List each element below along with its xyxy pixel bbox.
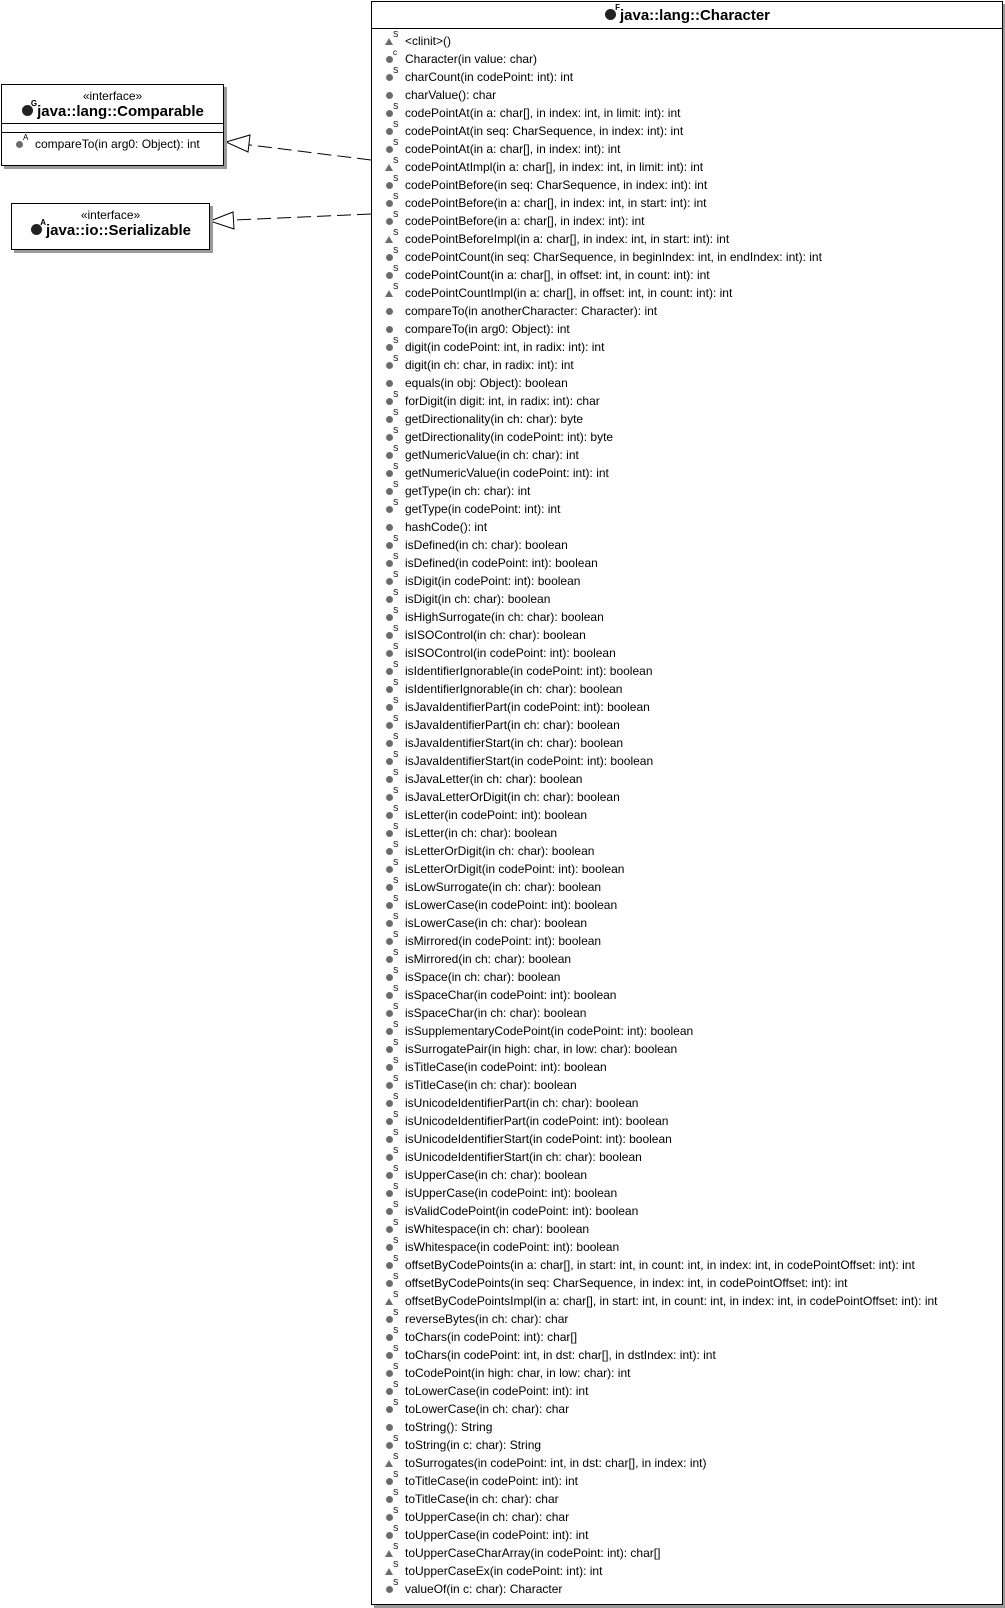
method-signature: isDefined(in ch: char): boolean xyxy=(405,538,568,552)
serializable-interface-box[interactable] xyxy=(11,203,210,250)
method-signature: reverseBytes(in ch: char): char xyxy=(405,1312,569,1326)
method-signature: isIdentifierIgnorable(in ch: char): boolean xyxy=(405,682,623,696)
method-icon xyxy=(385,1422,395,1432)
static-package-method-icon: S xyxy=(385,36,395,46)
method-signature: isJavaIdentifierPart(in codePoint: int): boolean xyxy=(405,700,650,714)
static-method-icon: S xyxy=(385,828,395,838)
method-row[interactable] xyxy=(372,986,1002,1004)
method-signature: isIdentifierIgnorable(in codePoint: int): boolean xyxy=(405,664,653,678)
method-row[interactable] xyxy=(372,1166,1002,1184)
method-row[interactable] xyxy=(372,248,1002,266)
static-method-icon: S xyxy=(385,1080,395,1090)
method-row[interactable] xyxy=(372,1436,1002,1454)
method-row[interactable] xyxy=(372,1004,1002,1022)
method-signature: isWhitespace(in codePoint: int): boolean xyxy=(405,1240,620,1254)
static-method-icon: S xyxy=(385,504,395,514)
method-signature: offsetByCodePoints(in a: char[], in start: int, in count: int, in index: int, in codePointOffset: int): int xyxy=(405,1258,915,1272)
method-row[interactable] xyxy=(372,860,1002,878)
static-package-method-icon: S xyxy=(385,1296,395,1306)
method-icon xyxy=(385,90,395,100)
method-signature: offsetByCodePointsImpl(in a: char[], in start: int, in count: int, in index: int, in codePointOffset: int): int xyxy=(405,1294,938,1308)
static-method-icon: S xyxy=(385,1134,395,1144)
method-row[interactable] xyxy=(372,950,1002,968)
comparable-attributes-compartment xyxy=(2,123,223,132)
method-row[interactable] xyxy=(372,374,1002,392)
method-signature: codePointAt(in a: char[], in index: int): int xyxy=(405,142,621,156)
method-signature: getDirectionality(in ch: char): byte xyxy=(405,412,584,426)
method-row[interactable] xyxy=(372,1040,1002,1058)
character-methods-compartment xyxy=(372,28,1002,1598)
method-signature: toSurrogates(in codePoint: int, in dst: char[], in index: int) xyxy=(405,1456,707,1470)
comparable-name: java::lang::Comparable xyxy=(37,103,204,120)
static-method-icon: S xyxy=(385,1206,395,1216)
method-signature: forDigit(in digit: int, in radix: int): char xyxy=(405,394,600,408)
method-row[interactable] xyxy=(372,536,1002,554)
static-method-icon: S xyxy=(385,990,395,1000)
method-signature: isTitleCase(in ch: char): boolean xyxy=(405,1078,577,1092)
method-signature: isJavaIdentifierPart(in ch: char): boolean xyxy=(405,718,620,732)
method-row[interactable] xyxy=(372,464,1002,482)
method-signature: codePointAtImpl(in a: char[], in index: int, in limit: int): int xyxy=(405,160,704,174)
method-signature: toString(in c: char): String xyxy=(405,1438,542,1452)
method-signature: codePointCountImpl(in a: char[], in offset: int, in count: int): int xyxy=(405,286,733,300)
method-signature: getType(in ch: char): int xyxy=(405,484,531,498)
static-package-method-icon: S xyxy=(385,162,395,172)
method-row[interactable] xyxy=(2,135,223,153)
method-row[interactable] xyxy=(372,158,1002,176)
static-method-icon: S xyxy=(385,630,395,640)
static-method-icon: S xyxy=(385,72,395,82)
method-signature: isSpaceChar(in codePoint: int): boolean xyxy=(405,988,617,1002)
method-row[interactable] xyxy=(372,1562,1002,1580)
static-method-icon: S xyxy=(385,432,395,442)
static-method-icon: S xyxy=(385,810,395,820)
method-row[interactable] xyxy=(372,770,1002,788)
method-row[interactable] xyxy=(372,824,1002,842)
method-row[interactable] xyxy=(372,662,1002,680)
abstract-method-icon: A xyxy=(15,139,25,149)
comparable-stereotype: «interface» xyxy=(82,89,143,103)
method-row[interactable] xyxy=(372,1382,1002,1400)
method-row[interactable] xyxy=(372,446,1002,464)
method-row[interactable] xyxy=(372,1292,1002,1310)
method-row[interactable] xyxy=(372,1022,1002,1040)
method-row[interactable] xyxy=(372,554,1002,572)
serializable-stereotype: «interface» xyxy=(80,208,141,222)
static-method-icon: S xyxy=(385,702,395,712)
static-method-icon: S xyxy=(385,1116,395,1126)
static-package-method-icon: S xyxy=(385,1458,395,1468)
method-signature: isWhitespace(in ch: char): boolean xyxy=(405,1222,590,1236)
method-signature: toUpperCaseEx(in codePoint: int): int xyxy=(405,1564,603,1578)
method-signature: isValidCodePoint(in codePoint: int): boolean xyxy=(405,1204,639,1218)
method-row[interactable] xyxy=(372,1076,1002,1094)
method-row[interactable] xyxy=(372,716,1002,734)
static-method-icon: S xyxy=(385,774,395,784)
method-row[interactable] xyxy=(372,1238,1002,1256)
method-row[interactable] xyxy=(372,1310,1002,1328)
method-signature: compareTo(in anotherCharacter: Character): int xyxy=(405,304,658,318)
method-signature: isUnicodeIdentifierPart(in ch: char): boolean xyxy=(405,1096,639,1110)
method-signature: isUpperCase(in codePoint: int): boolean xyxy=(405,1186,618,1200)
method-row[interactable] xyxy=(372,1130,1002,1148)
static-method-icon: S xyxy=(385,594,395,604)
method-row[interactable] xyxy=(372,284,1002,302)
static-method-icon: S xyxy=(385,1026,395,1036)
method-signature: isLowerCase(in ch: char): boolean xyxy=(405,916,588,930)
static-method-icon: S xyxy=(385,864,395,874)
method-row[interactable] xyxy=(372,266,1002,284)
serializable-header xyxy=(12,208,209,242)
method-signature: isDigit(in ch: char): boolean xyxy=(405,592,551,606)
method-signature: isLetterOrDigit(in codePoint: int): boolean xyxy=(405,862,625,876)
static-method-icon: S xyxy=(385,1044,395,1054)
interface-icon: A xyxy=(30,223,43,236)
constructor-icon: c xyxy=(385,54,395,64)
comparable-interface-box[interactable] xyxy=(1,84,224,166)
method-signature: offsetByCodePoints(in seq: CharSequence, in index: int, in codePointOffset: int): int xyxy=(405,1276,848,1290)
method-signature: digit(in ch: char, in radix: int): int xyxy=(405,358,574,372)
method-signature: hashCode(): int xyxy=(405,520,488,534)
method-row[interactable] xyxy=(372,1580,1002,1598)
method-signature: toUpperCase(in codePoint: int): int xyxy=(405,1528,589,1542)
static-method-icon: S xyxy=(385,648,395,658)
realization-line-serializable xyxy=(210,214,371,221)
method-signature: codePointCount(in a: char[], in offset: int, in count: int): int xyxy=(405,268,710,282)
method-signature: compareTo(in arg0: Object): int xyxy=(35,137,200,151)
method-signature: Character(in value: char) xyxy=(405,52,538,66)
method-row[interactable] xyxy=(372,1364,1002,1382)
method-signature: codePointBefore(in seq: CharSequence, in index: int): int xyxy=(405,178,708,192)
static-method-icon: S xyxy=(385,666,395,676)
method-row[interactable] xyxy=(372,1418,1002,1436)
method-row[interactable] xyxy=(372,428,1002,446)
method-row[interactable] xyxy=(372,176,1002,194)
method-signature: isHighSurrogate(in ch: char): boolean xyxy=(405,610,604,624)
comparable-methods-compartment xyxy=(2,132,223,153)
method-signature: isLetter(in ch: char): boolean xyxy=(405,826,558,840)
static-method-icon: S xyxy=(385,1386,395,1396)
method-signature: getNumericValue(in codePoint: int): int xyxy=(405,466,609,480)
method-row[interactable] xyxy=(372,752,1002,770)
static-method-icon: S xyxy=(385,1008,395,1018)
method-signature: charCount(in codePoint: int): int xyxy=(405,70,574,84)
static-method-icon: S xyxy=(385,126,395,136)
static-method-icon: S xyxy=(385,1188,395,1198)
method-signature: toTitleCase(in codePoint: int): int xyxy=(405,1474,578,1488)
interface-icon: G xyxy=(21,104,34,117)
method-signature: isLetterOrDigit(in ch: char): boolean xyxy=(405,844,595,858)
static-method-icon: S xyxy=(385,1278,395,1288)
method-row[interactable] xyxy=(372,1202,1002,1220)
static-method-icon: S xyxy=(385,270,395,280)
method-row[interactable] xyxy=(372,968,1002,986)
static-method-icon: S xyxy=(385,450,395,460)
method-row[interactable] xyxy=(372,698,1002,716)
method-signature: isUnicodeIdentifierPart(in codePoint: int): boolean xyxy=(405,1114,669,1128)
method-signature: isUnicodeIdentifierStart(in ch: char): boolean xyxy=(405,1150,642,1164)
static-method-icon: S xyxy=(385,900,395,910)
static-method-icon: S xyxy=(385,1404,395,1414)
method-signature: toChars(in codePoint: int, in dst: char[], in dstIndex: int): int xyxy=(405,1348,716,1362)
method-row[interactable] xyxy=(372,338,1002,356)
method-signature: isJavaLetterOrDigit(in ch: char): boolean xyxy=(405,790,620,804)
method-signature: isDigit(in codePoint: int): boolean xyxy=(405,574,581,588)
static-method-icon: S xyxy=(385,1512,395,1522)
method-row[interactable] xyxy=(372,68,1002,86)
method-row[interactable] xyxy=(372,680,1002,698)
method-row[interactable] xyxy=(372,392,1002,410)
method-signature: codePointCount(in seq: CharSequence, in beginIndex: int, in endIndex: int): int xyxy=(405,250,822,264)
static-method-icon: S xyxy=(385,756,395,766)
static-package-method-icon: S xyxy=(385,1566,395,1576)
static-method-icon: S xyxy=(385,1314,395,1324)
method-signature: toUpperCaseCharArray(in codePoint: int): char[] xyxy=(405,1546,661,1560)
method-row[interactable] xyxy=(372,122,1002,140)
method-icon xyxy=(385,522,395,532)
static-method-icon: S xyxy=(385,1170,395,1180)
character-class-box[interactable] xyxy=(371,1,1003,1605)
static-method-icon: S xyxy=(385,738,395,748)
method-signature: getType(in codePoint: int): int xyxy=(405,502,561,516)
static-method-icon: S xyxy=(385,936,395,946)
method-row[interactable] xyxy=(372,734,1002,752)
method-row[interactable] xyxy=(372,230,1002,248)
method-row[interactable] xyxy=(372,482,1002,500)
static-method-icon: S xyxy=(385,576,395,586)
method-row[interactable] xyxy=(372,1508,1002,1526)
method-row[interactable] xyxy=(372,320,1002,338)
static-method-icon: S xyxy=(385,792,395,802)
method-signature: toCodePoint(in high: char, in low: char): int xyxy=(405,1366,631,1380)
method-row[interactable] xyxy=(372,1472,1002,1490)
static-method-icon: S xyxy=(385,342,395,352)
method-signature: isSpace(in ch: char): boolean xyxy=(405,970,561,984)
static-method-icon: S xyxy=(385,1584,395,1594)
method-signature: isSupplementaryCodePoint(in codePoint: int): boolean xyxy=(405,1024,694,1038)
method-row[interactable] xyxy=(372,32,1002,50)
method-row[interactable] xyxy=(372,1220,1002,1238)
method-row[interactable] xyxy=(372,1094,1002,1112)
static-method-icon: S xyxy=(385,540,395,550)
static-method-icon: S xyxy=(385,1224,395,1234)
static-method-icon: S xyxy=(385,720,395,730)
static-method-icon: S xyxy=(385,846,395,856)
static-method-icon: S xyxy=(385,1476,395,1486)
method-row[interactable] xyxy=(372,896,1002,914)
method-signature: isJavaLetter(in ch: char): boolean xyxy=(405,772,583,786)
static-method-icon: S xyxy=(385,1494,395,1504)
method-row[interactable] xyxy=(372,842,1002,860)
method-signature: getDirectionality(in codePoint: int): byte xyxy=(405,430,614,444)
method-signature: valueOf(in c: char): Character xyxy=(405,1582,563,1596)
method-signature: isLetter(in codePoint: int): boolean xyxy=(405,808,588,822)
static-method-icon: S xyxy=(385,216,395,226)
static-method-icon: S xyxy=(385,1350,395,1360)
method-row[interactable] xyxy=(372,518,1002,536)
method-row[interactable] xyxy=(372,788,1002,806)
method-row[interactable] xyxy=(372,1526,1002,1544)
method-signature: isMirrored(in codePoint: int): boolean xyxy=(405,934,602,948)
static-package-method-icon: S xyxy=(385,288,395,298)
method-row[interactable] xyxy=(372,356,1002,374)
static-method-icon: S xyxy=(385,468,395,478)
method-signature: isUpperCase(in ch: char): boolean xyxy=(405,1168,588,1182)
method-row[interactable] xyxy=(372,1184,1002,1202)
method-signature: isJavaIdentifierStart(in ch: char): boolean xyxy=(405,736,624,750)
method-icon xyxy=(385,378,395,388)
method-signature: codePointAt(in seq: CharSequence, in index: int): int xyxy=(405,124,684,138)
method-signature: digit(in codePoint: int, in radix: int): int xyxy=(405,340,605,354)
method-row[interactable] xyxy=(372,104,1002,122)
method-row[interactable] xyxy=(372,626,1002,644)
character-header xyxy=(372,2,1002,28)
method-signature: isLowSurrogate(in ch: char): boolean xyxy=(405,880,602,894)
method-signature: isUnicodeIdentifierStart(in codePoint: int): boolean xyxy=(405,1132,672,1146)
comparable-header xyxy=(2,89,223,123)
method-signature: isLowerCase(in codePoint: int): boolean xyxy=(405,898,618,912)
static-method-icon: S xyxy=(385,252,395,262)
static-method-icon: S xyxy=(385,1260,395,1270)
static-package-method-icon: S xyxy=(385,1548,395,1558)
static-method-icon: S xyxy=(385,108,395,118)
static-method-icon: S xyxy=(385,1242,395,1252)
method-signature: codePointAt(in a: char[], in index: int, in limit: int): int xyxy=(405,106,681,120)
method-row[interactable] xyxy=(372,50,1002,68)
method-row[interactable] xyxy=(372,914,1002,932)
method-icon xyxy=(385,306,395,316)
method-row[interactable] xyxy=(372,1148,1002,1166)
realization-arrowhead-comparable xyxy=(226,135,250,152)
method-signature: equals(in obj: Object): boolean xyxy=(405,376,568,390)
static-method-icon: S xyxy=(385,1530,395,1540)
method-row[interactable] xyxy=(372,86,1002,104)
method-row[interactable] xyxy=(372,1328,1002,1346)
method-row[interactable] xyxy=(372,194,1002,212)
method-row[interactable] xyxy=(372,1400,1002,1418)
static-method-icon: S xyxy=(385,396,395,406)
method-row[interactable] xyxy=(372,1256,1002,1274)
method-row[interactable] xyxy=(372,932,1002,950)
static-method-icon: S xyxy=(385,1098,395,1108)
method-signature: getNumericValue(in ch: char): int xyxy=(405,448,579,462)
method-signature: codePointBefore(in a: char[], in index: int, in start: int): int xyxy=(405,196,707,210)
method-signature: isSurrogatePair(in high: char, in low: char): boolean xyxy=(405,1042,678,1056)
method-signature: isJavaIdentifierStart(in codePoint: int): boolean xyxy=(405,754,654,768)
method-row[interactable] xyxy=(372,572,1002,590)
static-method-icon: S xyxy=(385,360,395,370)
static-method-icon: S xyxy=(385,1332,395,1342)
method-row[interactable] xyxy=(372,806,1002,824)
method-row[interactable] xyxy=(372,302,1002,320)
method-row[interactable] xyxy=(372,1490,1002,1508)
method-row[interactable] xyxy=(372,1346,1002,1364)
method-signature: toLowerCase(in ch: char): char xyxy=(405,1402,570,1416)
static-package-method-icon: S xyxy=(385,234,395,244)
static-method-icon: S xyxy=(385,486,395,496)
class-icon: F xyxy=(604,8,617,21)
static-method-icon: S xyxy=(385,954,395,964)
method-signature: compareTo(in arg0: Object): int xyxy=(405,322,570,336)
static-method-icon: S xyxy=(385,972,395,982)
static-method-icon: S xyxy=(385,1440,395,1450)
serializable-name: java::io::Serializable xyxy=(45,222,192,239)
static-method-icon: S xyxy=(385,882,395,892)
method-signature: isMirrored(in ch: char): boolean xyxy=(405,952,572,966)
method-row[interactable] xyxy=(372,878,1002,896)
static-method-icon: S xyxy=(385,612,395,622)
method-row[interactable] xyxy=(372,644,1002,662)
static-method-icon: S xyxy=(385,1368,395,1378)
method-row[interactable] xyxy=(372,212,1002,230)
method-row[interactable] xyxy=(372,608,1002,626)
method-signature: isTitleCase(in codePoint: int): boolean xyxy=(405,1060,607,1074)
method-row[interactable] xyxy=(372,1058,1002,1076)
static-method-icon: S xyxy=(385,180,395,190)
method-signature: toTitleCase(in ch: char): char xyxy=(405,1492,559,1506)
method-row[interactable] xyxy=(372,140,1002,158)
method-row[interactable] xyxy=(372,1454,1002,1472)
method-signature: isSpaceChar(in ch: char): boolean xyxy=(405,1006,587,1020)
static-method-icon: S xyxy=(385,918,395,928)
method-signature: toLowerCase(in codePoint: int): int xyxy=(405,1384,589,1398)
method-signature: codePointBefore(in a: char[], in index: int): int xyxy=(405,214,645,228)
static-method-icon: S xyxy=(385,198,395,208)
method-signature: <clinit>() xyxy=(405,34,452,48)
method-row[interactable] xyxy=(372,1274,1002,1292)
method-row[interactable] xyxy=(372,1112,1002,1130)
method-row[interactable] xyxy=(372,590,1002,608)
method-signature: codePointBeforeImpl(in a: char[], in index: int, in start: int): int xyxy=(405,232,730,246)
static-method-icon: S xyxy=(385,414,395,424)
method-signature: toChars(in codePoint: int): char[] xyxy=(405,1330,578,1344)
method-signature: isISOControl(in ch: char): boolean xyxy=(405,628,586,642)
method-signature: toUpperCase(in ch: char): char xyxy=(405,1510,570,1524)
method-signature: charValue(): char xyxy=(405,88,497,102)
static-method-icon: S xyxy=(385,684,395,694)
static-method-icon: S xyxy=(385,1062,395,1072)
method-signature: isISOControl(in codePoint: int): boolean xyxy=(405,646,616,660)
realization-arrowhead-serializable xyxy=(210,212,234,229)
method-row[interactable] xyxy=(372,410,1002,428)
method-signature: isDefined(in codePoint: int): boolean xyxy=(405,556,598,570)
static-method-icon: S xyxy=(385,144,395,154)
method-row[interactable] xyxy=(372,500,1002,518)
character-name: java::lang::Character xyxy=(619,7,771,24)
method-row[interactable] xyxy=(372,1544,1002,1562)
static-method-icon: S xyxy=(385,1152,395,1162)
static-method-icon: S xyxy=(385,558,395,568)
method-signature: toString(): String xyxy=(405,1420,493,1434)
method-icon xyxy=(385,324,395,334)
